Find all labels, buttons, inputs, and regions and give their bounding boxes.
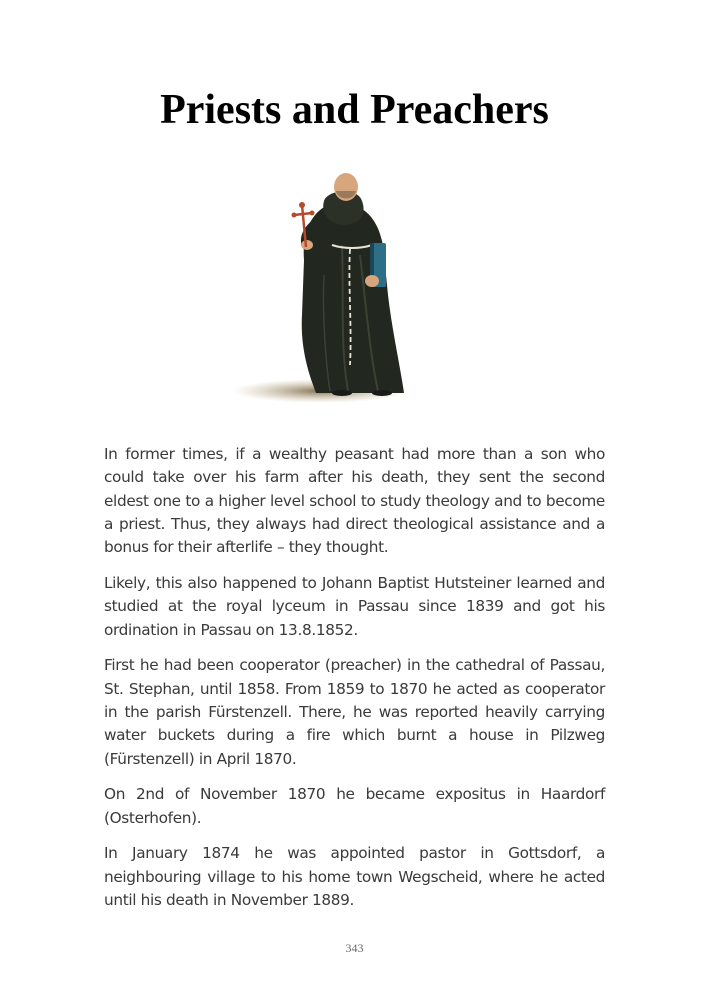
paragraph: First he had been cooperator (preacher) in the cathedral of Passau, St. Stephan, until 1858. From 1859 to 1870 he acted as cooperator in the parish Fürstenzell. There, he was reported heavily carrying water buckets during a fire which burnt a house in Pilzweg (Fürstenzell) in April 1870. (104, 656, 605, 768)
paragraph: In former times, if a wealthy peasant had more than a son who could take over his farm after his death, they sent the second eldest one to a higher level school to study theology and to become a priest. Thus, they always had direct theological assistance and a bonus for their afterlife – they thought. (104, 445, 605, 557)
page-number: 343 (345, 941, 364, 955)
body-text (104, 443, 605, 925)
page-title: Priests and Preachers (160, 87, 549, 133)
paragraph: On 2nd of November 1870 he became expositus in Haardorf (Osterhofen). (104, 785, 605, 827)
paragraph: In January 1874 he was appointed pastor in Gottsdorf, a neighbouring village to his home town Wegscheid, where he acted until his death in November 1889. (104, 844, 605, 910)
paragraph: Likely, this also happened to Johann Baptist Hutsteiner learned and studied at the royal lyceum in Passau since 1839 and got his ordination in Passau on 13.8.1852. (104, 573, 605, 639)
monk-illustration (232, 165, 442, 405)
monk-figure-icon (232, 165, 442, 405)
